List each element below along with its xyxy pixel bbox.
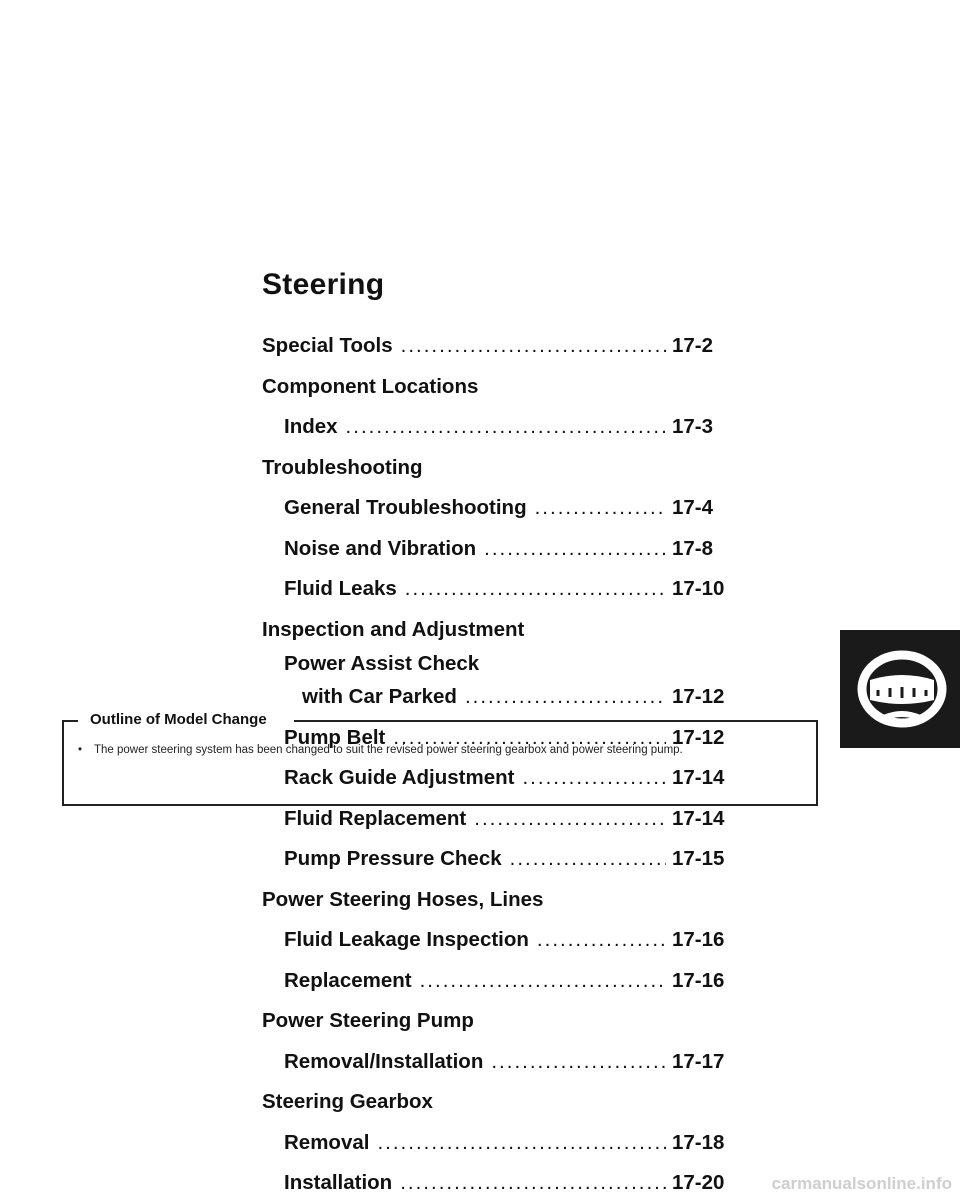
outline-of-model-change bbox=[62, 711, 818, 806]
toc-entry-special-tools[interactable] bbox=[262, 326, 742, 367]
outline-frame bbox=[62, 720, 818, 806]
dot-leader bbox=[400, 1163, 666, 1204]
toc-entry-removal[interactable] bbox=[262, 1123, 742, 1164]
toc-label: Special Tools bbox=[262, 334, 393, 357]
toc-label: Power Steering Hoses, Lines bbox=[262, 887, 544, 911]
toc-section-inspection-adjustment bbox=[262, 610, 742, 651]
section-tab[interactable] bbox=[840, 630, 960, 748]
outline-text: The power steering system has been changed to suit the revised power steering gearbox and power steering pump. bbox=[94, 744, 683, 756]
dot-leader bbox=[465, 677, 666, 718]
dot-leader bbox=[491, 1042, 666, 1083]
toc-entry-noise-and-vibration[interactable] bbox=[262, 529, 742, 570]
toc-label: Power Assist Check bbox=[284, 652, 480, 675]
toc-section-power-steering-pump bbox=[262, 1001, 742, 1042]
toc-label: Power Steering Pump bbox=[262, 1009, 474, 1032]
toc-label: Pump Belt bbox=[284, 725, 386, 749]
toc-label: Index bbox=[284, 415, 338, 438]
toc-section-power-steering-hoses bbox=[262, 880, 742, 921]
toc-page: 17-17 bbox=[672, 1049, 725, 1073]
outline-item bbox=[78, 742, 798, 758]
toc-label: Steering Gearbox bbox=[262, 1090, 433, 1113]
toc-label: Fluid Replacement bbox=[284, 806, 467, 830]
toc-label: Fluid Leaks bbox=[284, 577, 397, 600]
dot-leader bbox=[535, 488, 666, 529]
dot-leader bbox=[510, 839, 666, 880]
toc-entry-with-car-parked[interactable] bbox=[262, 677, 742, 718]
toc-entry-index[interactable] bbox=[262, 407, 742, 448]
toc-entry-installation[interactable] bbox=[262, 1163, 742, 1204]
toc-section-steering-gearbox bbox=[262, 1082, 742, 1123]
toc-page: 17-14 bbox=[672, 766, 725, 789]
toc-label: Removal/Installation bbox=[284, 1049, 484, 1073]
toc-page: 17-2 bbox=[672, 334, 714, 357]
page-title: Steering bbox=[262, 268, 385, 301]
toc-entry-replacement[interactable] bbox=[262, 961, 742, 1002]
toc-entry-fluid-leakage-inspection[interactable] bbox=[262, 920, 742, 961]
dot-leader bbox=[377, 1123, 666, 1164]
toc-label: with Car Parked bbox=[302, 685, 457, 708]
toc-page: 17-15 bbox=[672, 847, 725, 870]
toc-label: Troubleshooting bbox=[262, 455, 423, 479]
toc-label: Component Locations bbox=[262, 374, 479, 398]
toc-label: General Troubleshooting bbox=[284, 496, 527, 519]
toc-page: 17-12 bbox=[672, 725, 725, 749]
bullet: • bbox=[78, 744, 83, 756]
toc-entry-power-assist-check[interactable] bbox=[262, 650, 742, 677]
toc-page: 17-12 bbox=[672, 685, 725, 708]
toc-entry-removal-installation[interactable] bbox=[262, 1042, 742, 1083]
toc-label: Installation bbox=[284, 1171, 393, 1194]
steering-wheel-icon bbox=[840, 630, 960, 748]
toc-page: 17-10 bbox=[672, 577, 725, 600]
toc-label: Rack Guide Adjustment bbox=[284, 766, 515, 789]
toc-label: Removal bbox=[284, 1130, 370, 1154]
frame-top-left bbox=[62, 720, 78, 722]
dot-leader bbox=[405, 569, 666, 610]
frame-top-right bbox=[294, 720, 818, 722]
toc-page: 17-3 bbox=[672, 415, 714, 438]
watermark: carmanualsonline.info bbox=[771, 1174, 952, 1193]
dot-leader bbox=[401, 326, 666, 367]
toc-page: 17-20 bbox=[672, 1171, 725, 1194]
toc-page: 17-8 bbox=[672, 536, 714, 560]
dot-leader bbox=[537, 920, 666, 961]
toc-label: Noise and Vibration bbox=[284, 536, 477, 560]
toc-entry-fluid-leaks[interactable] bbox=[262, 569, 742, 610]
toc-label: Replacement bbox=[284, 968, 412, 992]
toc-label: Inspection and Adjustment bbox=[262, 617, 525, 641]
dot-leader bbox=[346, 407, 666, 448]
toc-entry-pump-pressure-check[interactable] bbox=[262, 839, 742, 880]
toc-label: Pump Pressure Check bbox=[284, 847, 502, 870]
toc-page: 17-16 bbox=[672, 968, 725, 992]
toc-page: 17-4 bbox=[672, 496, 714, 519]
dot-leader bbox=[420, 961, 666, 1002]
outline-heading: Outline of Model Change bbox=[86, 711, 271, 729]
toc-section-troubleshooting bbox=[262, 448, 742, 489]
dot-leader bbox=[484, 529, 666, 570]
toc-label: Fluid Leakage Inspection bbox=[284, 928, 529, 951]
toc-page: 17-18 bbox=[672, 1130, 725, 1154]
toc-section-component-locations bbox=[262, 367, 742, 408]
toc-entry-general-troubleshooting[interactable] bbox=[262, 488, 742, 529]
toc-page: 17-16 bbox=[672, 928, 725, 951]
toc-page: 17-14 bbox=[672, 806, 725, 830]
